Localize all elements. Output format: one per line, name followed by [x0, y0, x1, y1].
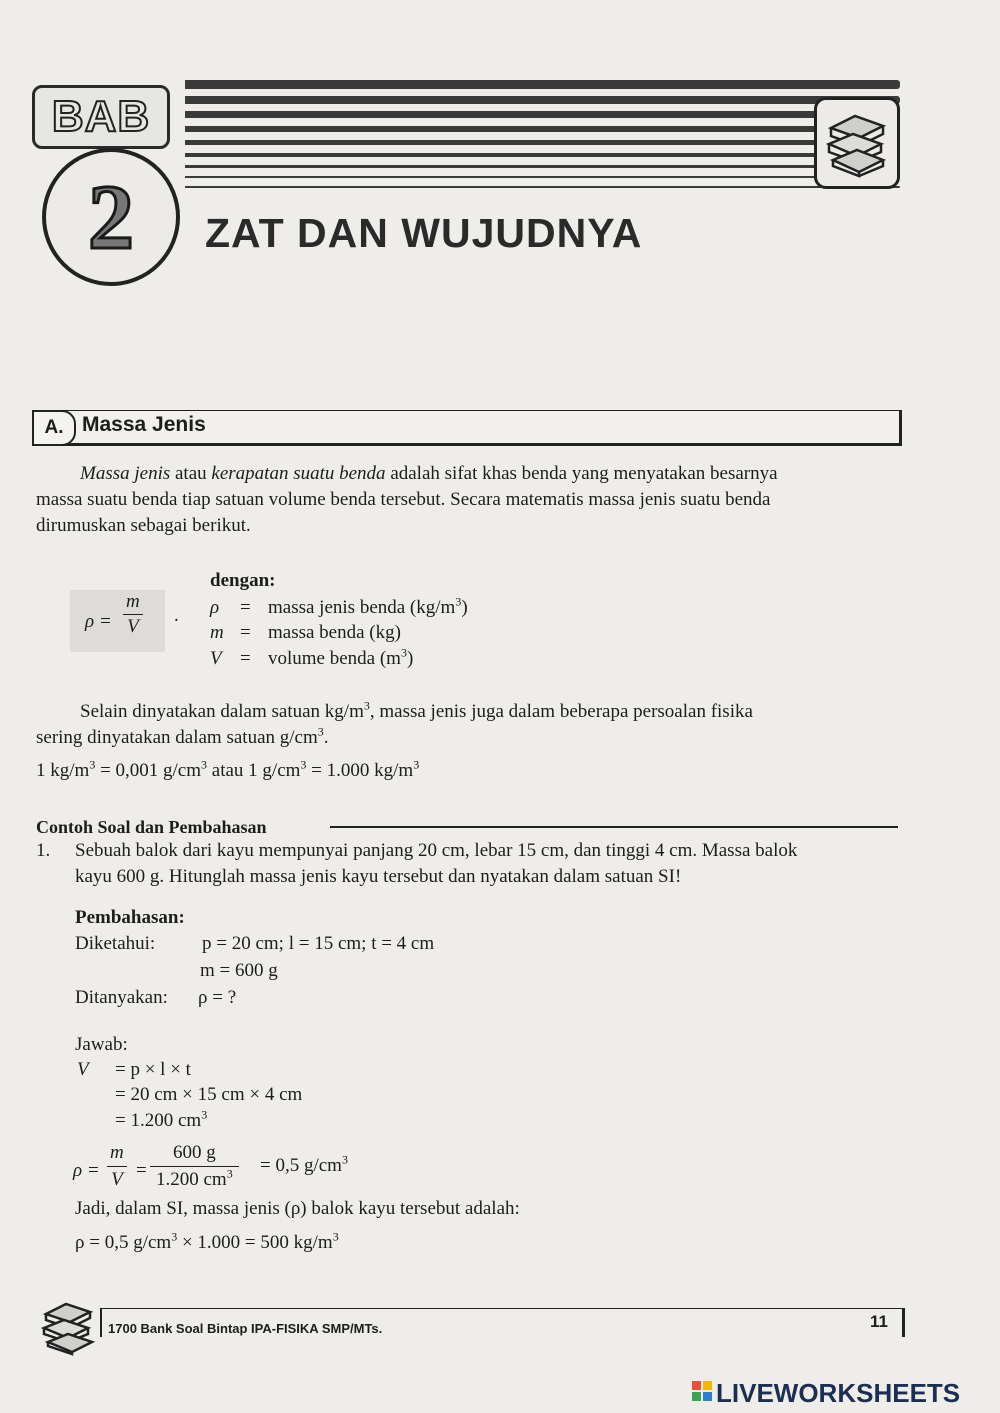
header-stripe	[185, 80, 900, 89]
density-fraction-2: $\frac{600 g}{1.200 cm^3}$	[150, 1140, 239, 1193]
intro-line-3: dirumuskan sebagai berikut.	[36, 515, 251, 536]
footer-book-title: 1700 Bank Soal Bintap IPA-FISIKA SMP/MTs.	[108, 1321, 383, 1336]
example-heading-rule	[330, 826, 898, 828]
density-equals: =	[136, 1160, 147, 1181]
definition-row: ρ = massa jenis benda $(kg/m^3)$	[210, 594, 468, 618]
header-stripe	[185, 126, 900, 132]
header-stripe	[185, 111, 900, 118]
books-stack-icon	[814, 97, 900, 189]
question-line-2: kayu 600 g. Hitunglah massa jenis kayu tersebut dan nyatakan dalam satuan SI!	[75, 866, 682, 887]
formula-fraction: $\frac{m}{V}$	[123, 590, 143, 639]
header-stripe	[185, 165, 900, 168]
dot: .	[174, 605, 179, 626]
intro-line-2: massa suatu benda tiap satuan volume benda tersebut. Secara matematis massa jenis suatu benda	[36, 489, 771, 510]
dengan-label: dengan:	[210, 570, 276, 591]
jawab-label: Jawab:	[75, 1034, 128, 1055]
units-line-2: sering dinyatakan dalam satuan $g/cm^3$.	[36, 724, 329, 748]
intro-line-1: Massa jenis atau kerapatan suatu benda adalah sifat khas benda yang menyatakan besarnya	[80, 463, 778, 484]
bab-label: BAB	[32, 85, 170, 149]
liveworksheets-watermark[interactable]: LIVEWORKSHEETS	[716, 1378, 961, 1408]
header-stripe	[185, 176, 900, 178]
volume-step-1: = p × l × t	[115, 1059, 191, 1080]
conclusion-line: Jadi, dalam SI, massa jenis (ρ) balok kayu tersebut adalah:	[75, 1198, 520, 1219]
density-fraction-1: $\frac{m}{V}$	[107, 1140, 127, 1193]
volume-symbol: V	[77, 1059, 89, 1080]
diketahui-values: p = 20 cm; l = 15 cm; t = 4 cm	[202, 933, 435, 954]
definition-row: V = volume benda $(m^3)$	[210, 645, 414, 669]
density-result: = 0,5 $g/cm^3$	[260, 1152, 348, 1176]
header-stripe	[185, 140, 900, 145]
header-stripe	[185, 96, 900, 104]
chapter-number: 2	[42, 148, 180, 286]
question-number: 1.	[36, 840, 51, 861]
diketahui-mass: m = 600 g	[200, 960, 278, 981]
liveworksheets-logo-icon	[692, 1381, 712, 1401]
ditanyakan-label: Ditanyakan:	[75, 987, 168, 1008]
page-number: 11	[870, 1312, 888, 1331]
books-stack-icon	[38, 1296, 102, 1358]
formula-lhs: ρ =	[85, 611, 112, 632]
example-heading: Contoh Soal dan Pembahasan	[36, 817, 267, 837]
diketahui-label: Diketahui:	[75, 933, 156, 954]
density-lhs: ρ =	[73, 1160, 100, 1181]
unit-conversion: 1 $kg/m^3 = 0,001$ $g/cm^3$ atau 1 $g/cm^3 = 1.000$ $kg/m^3$	[36, 757, 420, 781]
section-letter: A.	[32, 410, 76, 446]
definition-row: m = massa benda (kg)	[210, 622, 401, 643]
section-title: Massa Jenis	[82, 413, 206, 436]
header-stripe	[185, 153, 900, 157]
final-answer: ρ = 0,5 $g/cm^3 \times 1.000 = 500$ $kg/m^3$	[75, 1229, 339, 1253]
volume-step-3: = 1.200 $cm^3$	[115, 1107, 208, 1131]
header-stripe	[185, 186, 900, 188]
chapter-title: ZAT DAN WUJUDNYA	[205, 210, 643, 256]
ditanyakan-value: ρ = ?	[198, 987, 237, 1008]
question-line-1: Sebuah balok dari kayu mempunyai panjang 20 cm, lebar 15 cm, dan tinggi 4 cm. Massa balok	[75, 840, 798, 861]
volume-step-2: = 20 cm × 15 cm × 4 cm	[115, 1084, 303, 1105]
pembahasan-label: Pembahasan:	[75, 907, 185, 928]
units-line-1: Selain dinyatakan dalam satuan $kg/m^3$, massa jenis juga dalam beberapa persoalan fisika	[80, 698, 753, 722]
